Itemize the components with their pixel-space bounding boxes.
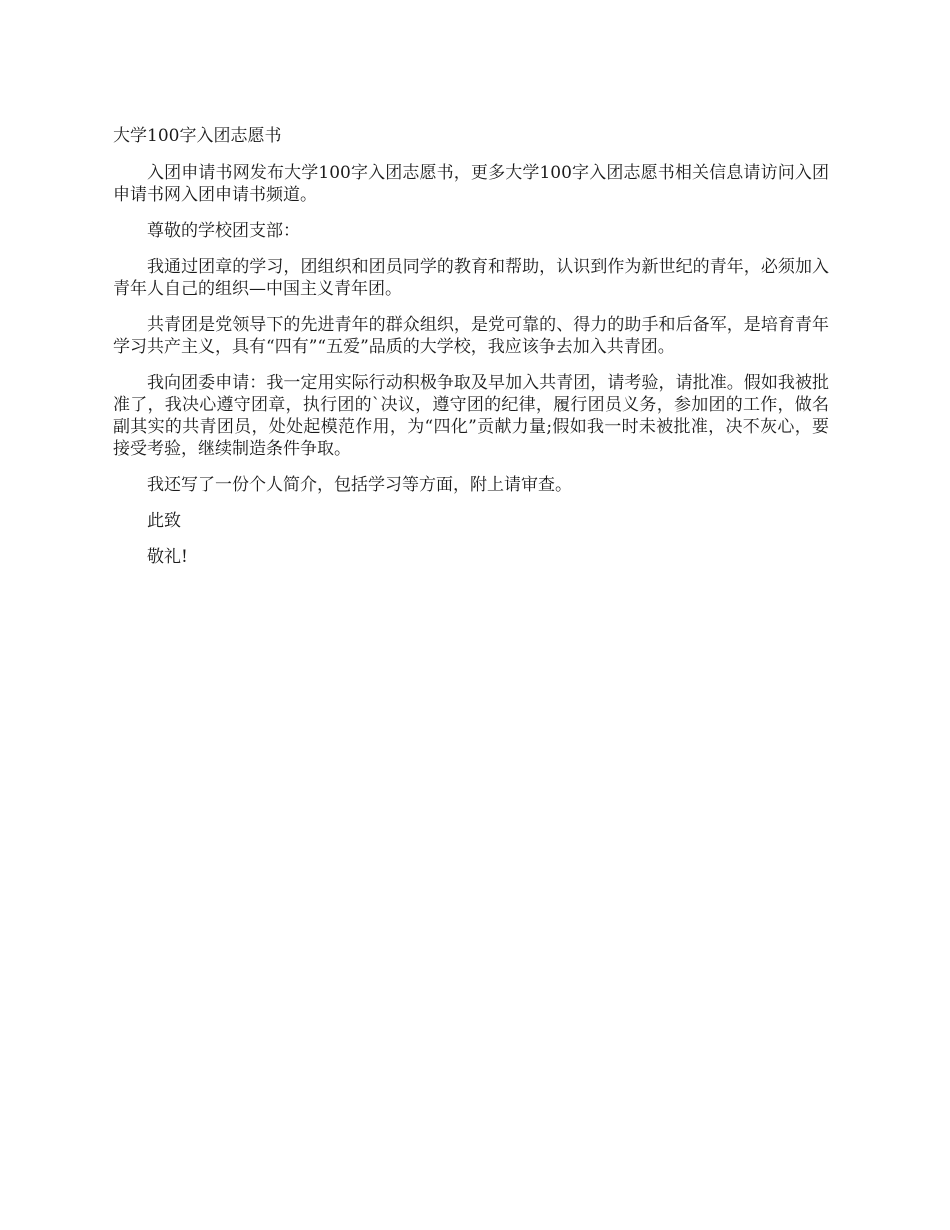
closing-line-1: 此致	[147, 511, 181, 531]
document-body	[113, 124, 829, 582]
document-title: 大学100字入团志愿书	[113, 126, 282, 146]
body-paragraph-2: 共青团是党领导下的先进青年的群众组织，是党可靠的、得力的助手和后备军，是培育青年学习共产主义，具有“四有”“五爱”品质的大学校，我应该争去加入共青团。	[113, 315, 829, 357]
closing-line-2: 敬礼!	[147, 547, 188, 567]
body-paragraph-4: 我还写了一份个人简介，包括学习等方面，附上请审查。	[147, 475, 572, 495]
intro-paragraph: 入团申请书网发布大学100字入团志愿书，更多大学100字入团志愿书相关信息请访问入团申请书网入团申请书频道。	[113, 163, 829, 205]
body-paragraph-1: 我通过团章的学习，团组织和团员同学的教育和帮助，认识到作为新世纪的青年，必须加入青年人自己的组织—中国主义青年团。	[113, 257, 829, 299]
salutation: 尊敬的学校团支部：	[147, 221, 300, 241]
body-paragraph-3: 我向团委申请：我一定用实际行动积极争取及早加入共青团，请考验，请批准。假如我被批准了，我决心遵守团章，执行团的`决议，遵守团的纪律，履行团员义务，参加团的工作，做名副其实的共青团员，处处起模范作用，为“四化”贡献力量;假如我一时未被批准，决不灰心，要接受考验，继续制造条件争取。	[113, 373, 829, 459]
